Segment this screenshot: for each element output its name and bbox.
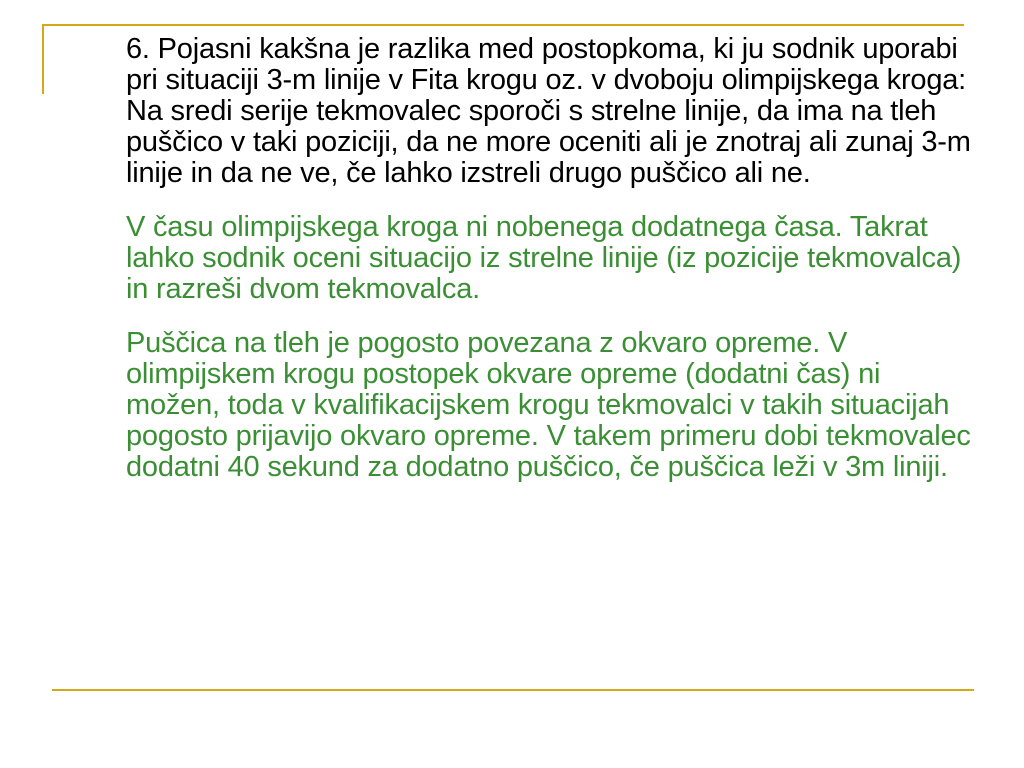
- left-rule: [42, 24, 44, 94]
- answer-paragraph-olympic-round: V času olimpijskega kroga ni nobenega dodatnega časa. Takrat lahko sodnik oceni situacijo iz strelne linije (iz pozicije tekmovalca) in razreši dvom tekmovalca.: [126, 211, 962, 305]
- top-rule: [42, 24, 964, 26]
- question-paragraph: 6. Pojasni kakšna je razlika med postopkoma, ki ju sodnik uporabi pri situaciji 3-m linije v Fita krogu oz. v dvoboju olimpijskega kroga: Na sredi serije tekmovalec sporoči s strelne linije, da ima na tleh puščico v taki poziciji, da ne more oceniti ali je znotraj ali zunaj 3-m linije in da ne ve, če lahko izstreli drugo puščico ali ne.: [126, 33, 971, 189]
- answer-paragraph-equipment-failure: Puščica na tleh je pogosto povezana z okvaro opreme. V olimpijskem krogu postopek okvare opreme (dodatni čas) ni možen, toda v kvalifikacijskem krogu tekmovalci v takih situacijah pogosto prijavijo okvaro opreme. V takem primeru dobi tekmovalec dodatni 40 sekund za dodatno puščico, če puščica leži v 3m liniji.: [126, 327, 971, 483]
- bottom-rule: [52, 689, 974, 691]
- slide-content: [126, 34, 976, 483]
